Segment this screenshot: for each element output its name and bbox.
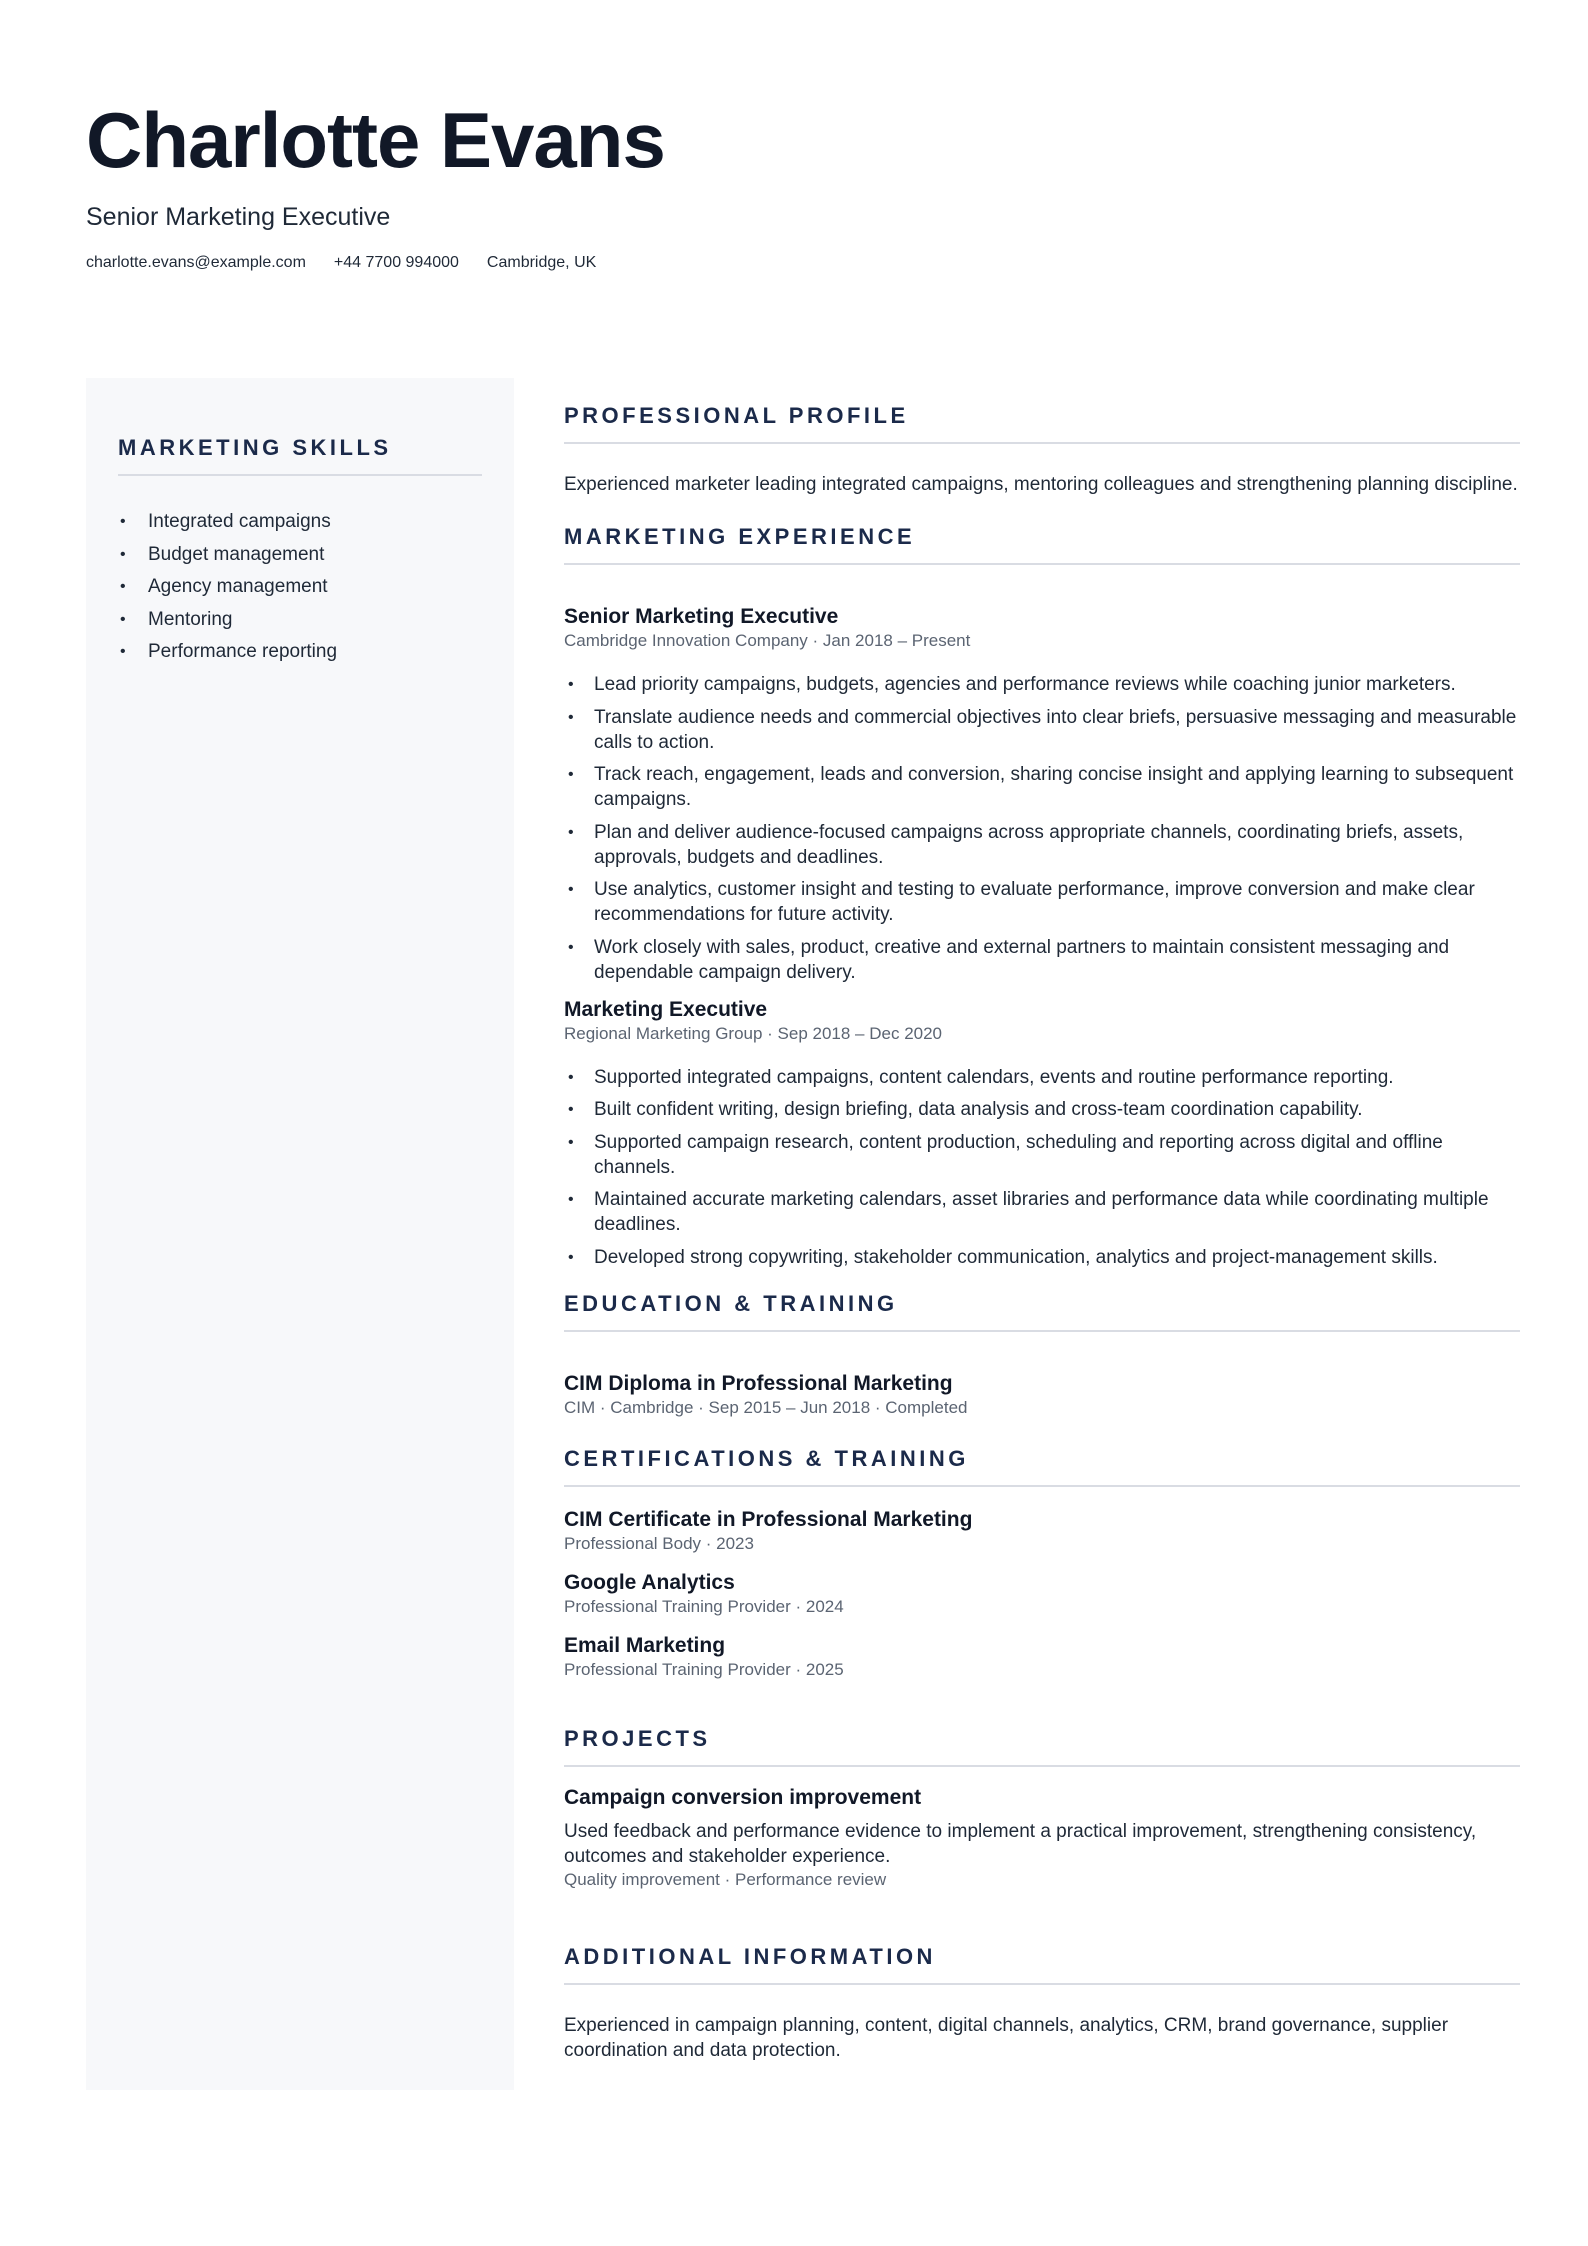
job-meta: Regional Marketing Group · Sep 2018 – Dec 2020: [564, 1023, 943, 1043]
skill-item: • Performance reporting: [118, 636, 482, 669]
experience-section: [564, 523, 1520, 1270]
job-entry: [564, 997, 1520, 1270]
skill-item: • Mentoring: [118, 604, 482, 637]
section-divider: [564, 442, 1520, 444]
projects-heading: PROJECTS: [564, 1725, 711, 1751]
certification-meta: Professional Training Provider · 2025: [564, 1659, 844, 1679]
education-entry: [564, 1371, 1520, 1419]
contact-location: Cambridge, UK: [486, 254, 597, 271]
project-entry: [564, 1785, 1520, 1891]
job-bullets: [564, 672, 1520, 985]
candidate-name: Charlotte Evans: [86, 96, 665, 184]
job-bullet: • Maintained accurate marketing calendars, asset libraries and performance data while coordinating multiple deadlines.: [564, 1187, 1520, 1237]
section-divider: [564, 1485, 1520, 1487]
projects-section: [564, 1725, 1520, 1891]
contact-line: [86, 254, 1506, 272]
project-meta: Quality improvement · Performance review: [564, 1869, 887, 1889]
education-title: CIM Diploma in Professional Marketing: [564, 1371, 953, 1395]
section-divider: [564, 1765, 1520, 1767]
skills-list: [118, 506, 482, 669]
job-bullet: • Developed strong copywriting, stakeholder communication, analytics and project-management skills.: [564, 1245, 1520, 1270]
job-title: Senior Marketing Executive: [564, 605, 839, 628]
skill-item: • Agency management: [118, 571, 482, 604]
additional-text: Experienced in campaign planning, content, digital channels, analytics, CRM, brand governance, supplier coordination and data protection.: [564, 2014, 1449, 2061]
certification-meta: Professional Body · 2023: [564, 1533, 754, 1553]
job-bullet: • Supported campaign research, content production, scheduling and reporting across digital and offline channels.: [564, 1130, 1520, 1180]
job-entry: [564, 604, 1520, 985]
job-bullet: • Use analytics, customer insight and testing to evaluate performance, improve conversion and make clear recommendations for future activity.: [564, 877, 1520, 927]
certification-title: Google Analytics: [564, 1570, 735, 1594]
education-meta: CIM · Cambridge · Sep 2015 – Jun 2018 · Completed: [564, 1397, 968, 1417]
candidate-title: Senior Marketing Executive: [86, 203, 391, 231]
certification-entry: [564, 1507, 1520, 1555]
certification-title: CIM Certificate in Professional Marketing: [564, 1507, 973, 1531]
sidebar: [86, 378, 514, 2090]
section-divider: [564, 1983, 1520, 1985]
job-bullet: • Supported integrated campaigns, content calendars, events and routine performance reporting.: [564, 1065, 1520, 1090]
job-title: Marketing Executive: [564, 997, 768, 1021]
certification-meta: Professional Training Provider · 2024: [564, 1596, 844, 1616]
profile-heading: PROFESSIONAL PROFILE: [564, 403, 909, 428]
job-meta: Cambridge Innovation Company · Jan 2018 – Present: [564, 631, 971, 650]
skill-item: • Budget management: [118, 539, 482, 572]
additional-section: [564, 1943, 1520, 2063]
certifications-heading: CERTIFICATIONS & TRAINING: [564, 1445, 969, 1471]
certification-title: Email Marketing: [564, 1633, 726, 1657]
experience-heading: MARKETING EXPERIENCE: [564, 524, 916, 549]
project-description: Used feedback and performance evidence to implement a practical improvement, strengthening consistency, outcomes and stakeholder experience.: [564, 1820, 1477, 1867]
profile-text: Experienced marketer leading integrated campaigns, mentoring colleagues and strengthening planning discipline.: [564, 474, 1518, 495]
education-section: [564, 1290, 1520, 1419]
additional-heading: ADDITIONAL INFORMATION: [564, 1943, 936, 1969]
section-divider: [564, 1330, 1520, 1332]
certification-entry: [564, 1570, 1520, 1618]
education-heading: EDUCATION & TRAINING: [564, 1290, 898, 1316]
contact-phone: +44 7700 994000: [333, 254, 459, 271]
job-bullets: [564, 1065, 1520, 1270]
main-column: [564, 402, 1520, 2063]
job-bullet: • Plan and deliver audience-focused campaigns across appropriate channels, coordinating briefs, assets, approvals, budgets and deadlines.: [564, 820, 1520, 870]
section-divider: [118, 474, 482, 476]
job-bullet: • Track reach, engagement, leads and conversion, sharing concise insight and applying learning to subsequent campaigns.: [564, 762, 1520, 812]
section-divider: [564, 563, 1520, 565]
job-bullet: • Translate audience needs and commercial objectives into clear briefs, persuasive messaging and measurable calls to action.: [564, 705, 1520, 755]
job-bullet: • Lead priority campaigns, budgets, agencies and performance reviews while coaching junior marketers.: [564, 672, 1520, 697]
profile-section: [564, 402, 1520, 497]
job-bullet: • Built confident writing, design briefing, data analysis and cross-team coordination capability.: [564, 1097, 1520, 1122]
resume-header: [86, 96, 1506, 272]
project-title: Campaign conversion improvement: [564, 1785, 922, 1809]
contact-email: charlotte.evans@example.com: [86, 254, 306, 271]
job-bullet: • Work closely with sales, product, creative and external partners to maintain consistent messaging and dependable campaign delivery.: [564, 935, 1520, 985]
skills-heading: MARKETING SKILLS: [118, 435, 392, 460]
certifications-section: [564, 1445, 1520, 1681]
skill-item: • Integrated campaigns: [118, 506, 482, 539]
certification-entry: [564, 1633, 1520, 1681]
